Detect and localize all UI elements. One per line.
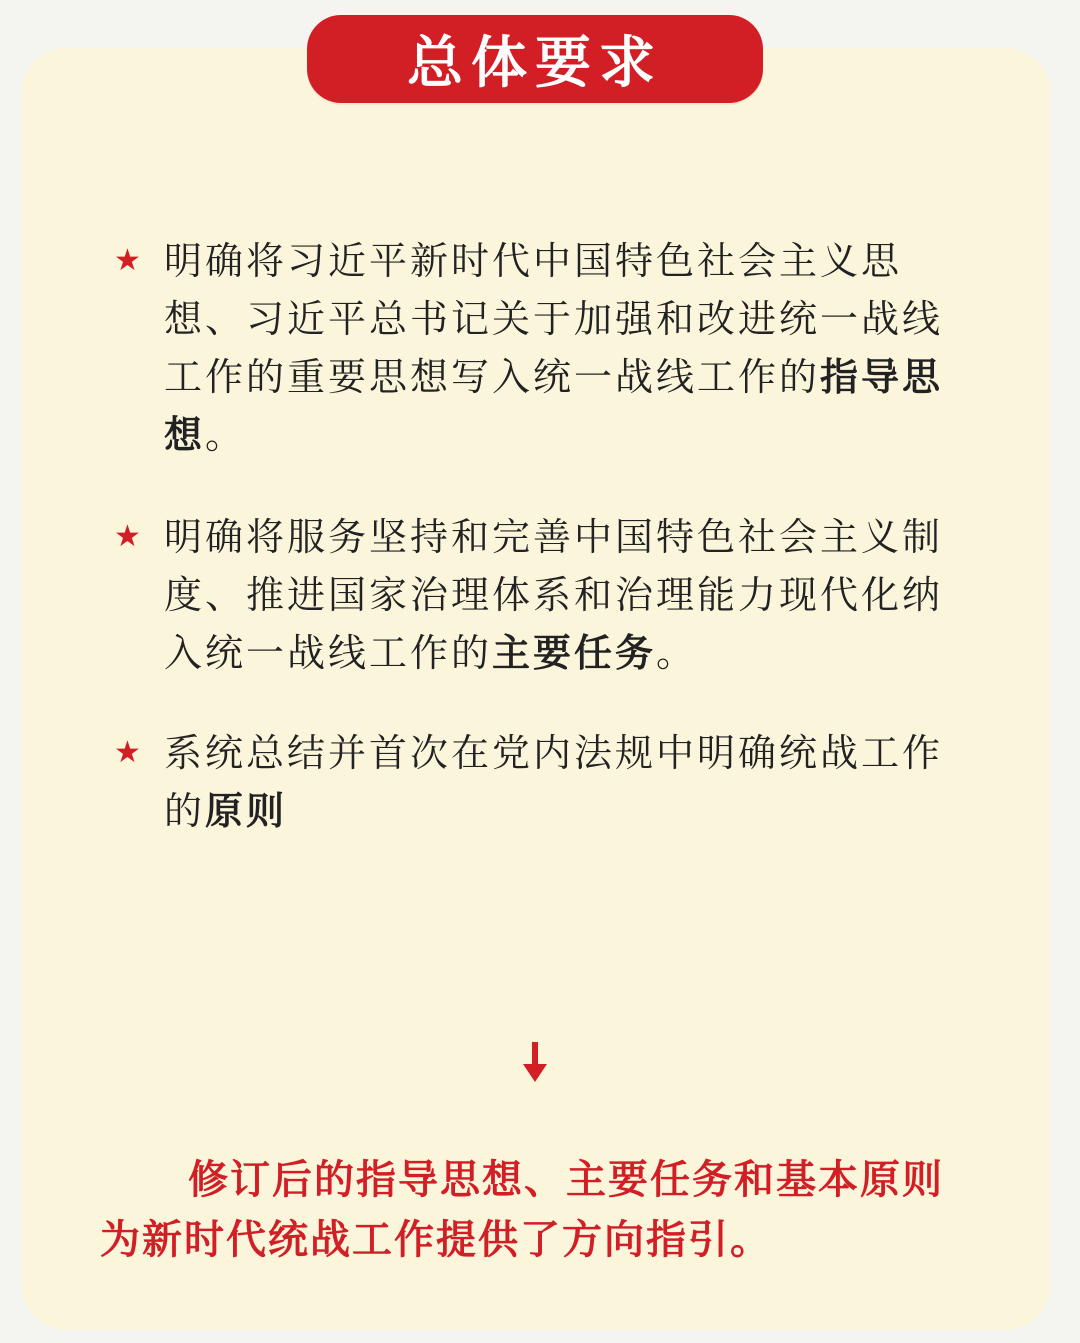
bullet-highlight: 指导思想: [164, 355, 944, 457]
arrow-down-icon: [518, 1040, 552, 1084]
star-icon: ★: [114, 735, 141, 770]
bullet-item-main-tasks: [114, 508, 944, 682]
section-title-badge: [307, 15, 763, 103]
bullet-text: 明确将习近平新时代中国特色社会主义思想、习近平总书记关于加强和改进统一战线工作的重要思想写入统一战线工作的指导思想。: [164, 239, 944, 457]
bullet-text: 明确将服务坚持和完善中国特色社会主义制度、推进国家治理体系和治理能力现代化纳入统一战线工作的主要任务。: [164, 515, 944, 675]
bullet-highlight: 主要任务: [492, 631, 657, 675]
star-icon: ★: [114, 243, 141, 278]
star-icon: ★: [114, 519, 141, 554]
bullet-item-principles: [114, 724, 944, 840]
bullet-text: 系统总结并首次在党内法规中明确统战工作的原则: [164, 731, 944, 833]
bullet-item-guiding-ideology: [114, 232, 944, 464]
section-title: 总体要求: [407, 31, 663, 96]
bullet-highlight: 原则: [205, 789, 288, 833]
conclusion-text: 修订后的指导思想、主要任务和基本原则为新时代统战工作提供了方向指引。: [100, 1157, 944, 1263]
